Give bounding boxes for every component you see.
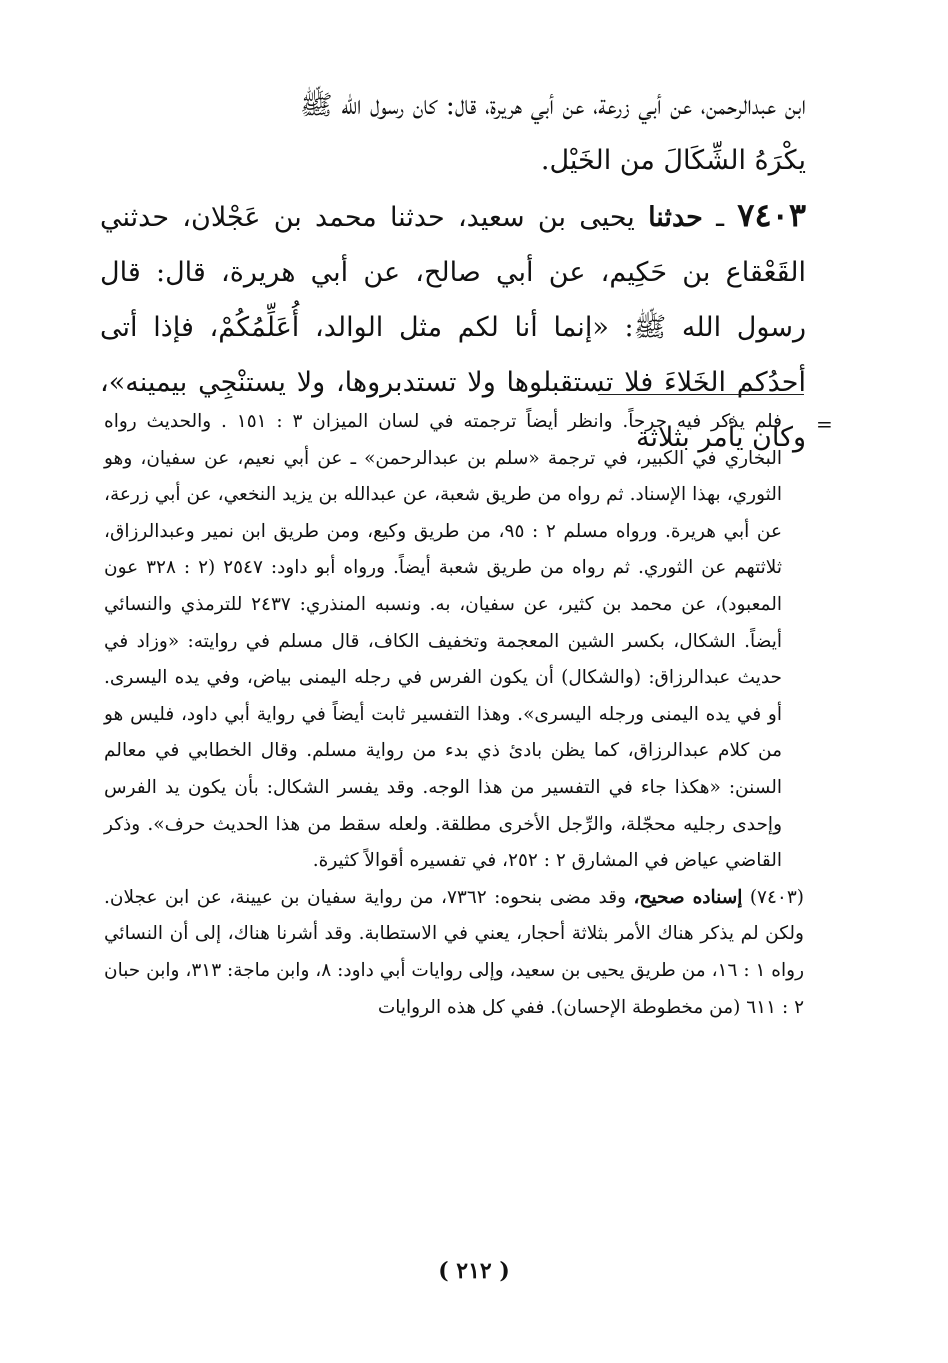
page-number: ( ٢١٢ ) [438, 1258, 510, 1284]
footnotes [104, 404, 804, 1026]
footnote-separator [598, 394, 804, 395]
footnote-grade: إسناده صحيح، [633, 886, 743, 908]
footnote-text: وقد مضى بنحوه: ٧٣٦٢، من رواية سفيان بن عيينة، عن ابن عجلان. ولكن لم يذكر هناك الأمر بثلاثة أحجار، يعني في الاستطابة. وقد أشرنا هناك، إلى أن النسائي رواه ١ : ١٦، من طريق يحيى بن سعيد، وإلى روايات أبي داود: ٨، وابن ماجة: ٣١٣، وابن حبان ٢ : ٦١١ (من مخطوطة الإحسان). ففي كل هذه الروايات [104, 886, 805, 1018]
footnote-continued: فلم يذكر فيه جرحاً. وانظر أيضاً ترجمته في لسان الميزان ٣ : ١٥١ . والحديث رواه البخاري في الكبير، في ترجمة «سلم بن عبدالرحمن» ـ عن أبي نعيم، عن سفيان، وهو الثوري، بهذا الإسناد. ثم رواه من طريق شعبة، عن عبدالله بن يزيد النخعي، عن أبي زرعة، عن أبي هريرة. ورواه مسلم ٢ : ٩٥، من طريق وكيع، ومن طريق ابن نمير وعبدالرزاق، ثلاثتهم عن الثوري. ثم رواه من طريق شعبة أيضاً. ورواه أبو داود: ٢٥٤٧ (٢ : ٣٢٨ عون المعبود)، عن محمد بن كثير، عن سفيان، به. ونسبه المنذري: ٢٤٣٧ للترمذي والنسائي أيضاً. الشكال، بكسر الشين المعجمة وتخفيف الكاف، قال مسلم في روايته: «وزاد في حديث عبدالرزاق: (والشكال) أن يكون الفرس في رجله اليمنى بياض، وفي يده اليسرى. أو في يده اليمنى ورجله اليسرى». وهذا التفسير ثابت أيضاً في رواية أبي داود، فليس هو من كلام عبدالرزاق، كما يظن بادئ ذي بدء من رواية مسلم. وقال الخطابي في معالم السنن: «هكذا جاء في التفسير من هذا الوجه. وقد يفسر الشكال: بأن يكون يد الفرس وإحدى رجليه محجّلة، والرِّجل الأخرى مطلقة. ولعله سقط من هذا الحديث حرف». وذكر القاضي عياض في المشارق ٢ : ٢٥٢، في تفسيره أقوالاً كثيرة. [104, 411, 783, 872]
main-text-line-2: يكْرَهُ الشِّكَالَ من الخَيْل. [540, 145, 806, 176]
hadith-dash: ـ [702, 202, 738, 233]
footnote-continuation-mark: = [816, 412, 833, 436]
main-text-line-1: ابن عبدالرحمن، عن أبي زرعة، عن أبي هريرة، قال: كان رسول الله ﷺ [300, 90, 806, 121]
footnote-7403 [104, 880, 804, 1026]
hadith-text: يحيى بن سعيد، حدثنا محمد بن عَجْلان، حدثني القَعْقاع بن حَكِيم، عن أبي صالح، عن أبي هريرة، قال: قال رسول الله ﷺ: «إنما أنا لكم مثل الوالد، أُعَلِّمُكُمْ، فإذا أتى أحدُكم الخَلاءَ فلا تستقبلوها ولا تستدبروها، ولا يستنْجِي بيمينه»، وكان يأمر بثلاثة [100, 202, 806, 453]
hadith-lead-word: حدثنا [648, 202, 703, 233]
hadith-number: ٧٤٠٣ [737, 196, 806, 234]
footnote-ref: (٧٤٠٣) [749, 886, 804, 908]
